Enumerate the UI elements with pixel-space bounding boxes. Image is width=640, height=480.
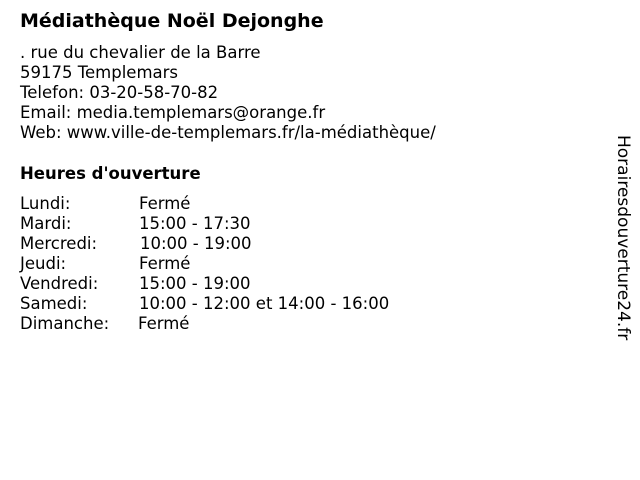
hours-heading: Heures d'ouverture [20,164,201,183]
page-title: Médiathèque Noël Dejonghe [20,10,324,32]
day-label: Dimanche: [20,314,110,333]
day-hours: 15:00 - 17:30 [139,214,251,233]
day-label: Vendredi: [20,274,99,293]
contact-block [20,43,436,143]
web-line: Web: www.ville-de-templemars.fr/la-médiathèque/ [20,123,436,142]
email-line: Email: media.templemars@orange.fr [20,103,326,122]
phone-line: Telefon: 03-20-58-70-82 [20,83,219,102]
day-hours: Fermé [139,194,191,213]
day-hours: Fermé [139,254,191,273]
address-street: . rue du chevalier de la Barre [20,43,261,62]
day-label: Mercredi: [20,234,98,253]
day-hours: Fermé [138,314,190,333]
day-label: Mardi: [20,214,72,233]
day-hours: 15:00 - 19:00 [139,274,251,293]
day-label: Lundi: [20,194,71,213]
day-label: Samedi: [20,294,88,313]
day-hours: 10:00 - 12:00 et 14:00 - 16:00 [139,294,390,313]
day-label: Jeudi: [20,254,67,273]
site-watermark: Horairesdouverture24.fr [613,135,633,341]
day-hours: 10:00 - 19:00 [140,234,252,253]
address-city: 59175 Templemars [20,63,179,82]
